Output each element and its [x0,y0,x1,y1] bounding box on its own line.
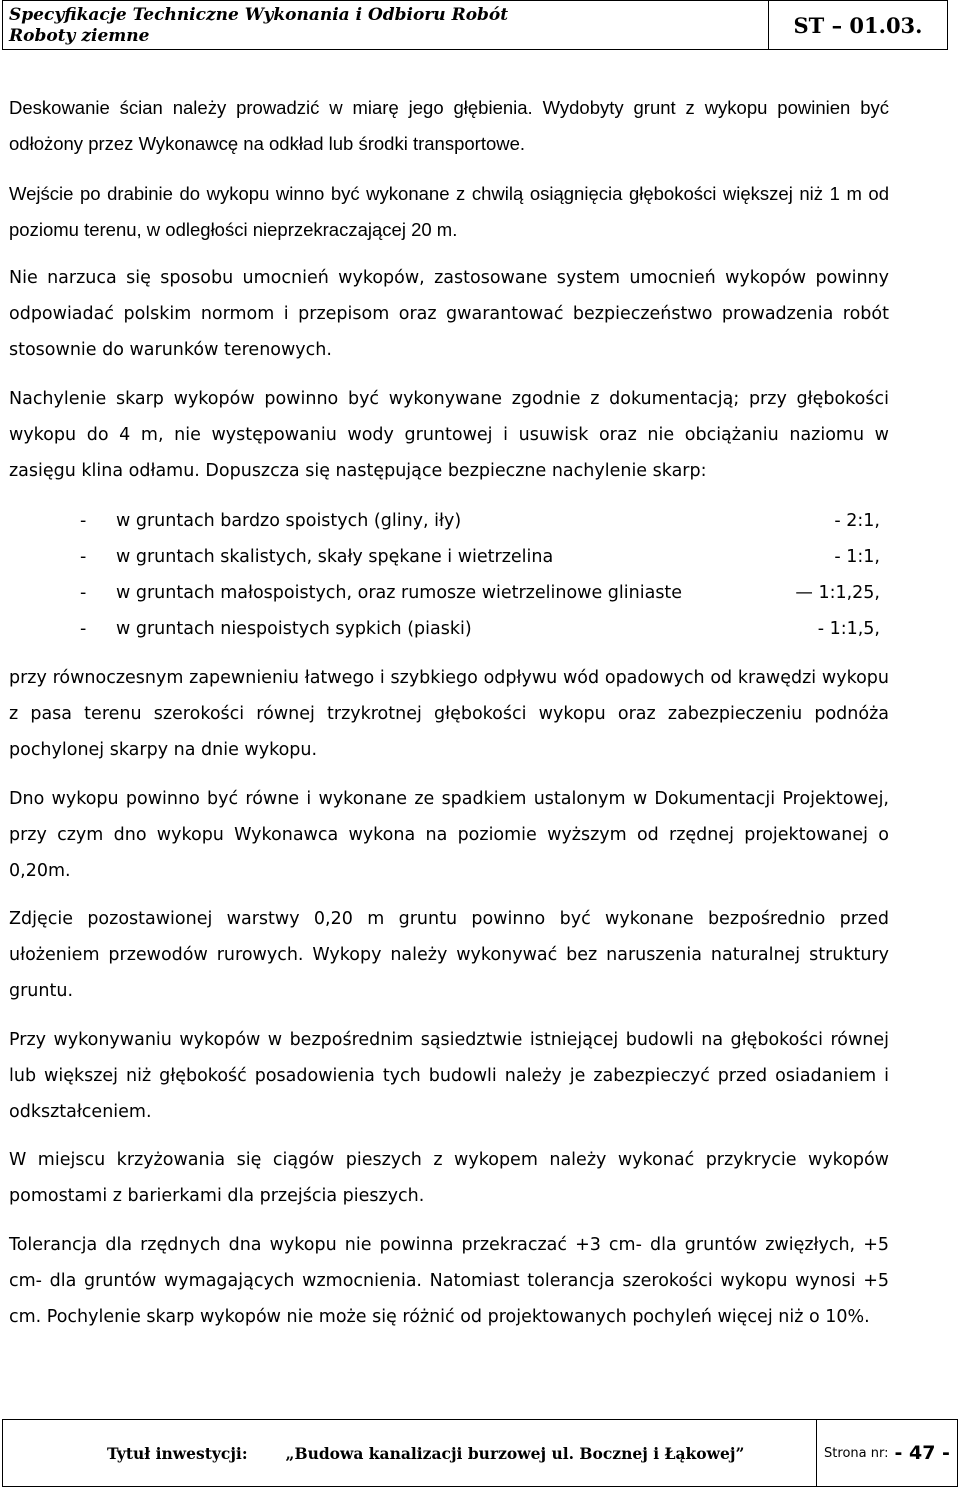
slope-ratio: — 1:1,25, [795,583,880,603]
footer-label: Tytuł inwestycji: [107,1443,248,1463]
list-item [80,539,880,575]
page-footer [2,1419,958,1487]
footer-investment [3,1420,817,1486]
paragraph-trench-bottom: Dno wykopu powinno być równe i wykonane ze spadkiem ustalonym w Dokumentacji Projektowej, przy czym dno wykopu Wykonawca wykona na poziomie wyższym od rzędnej projektowanej o 0,20m. [9,789,889,881]
slope-ratio: - 1:1, [834,547,880,567]
paragraph-slope-intro: Nachylenie skarp wykopów powinno być wykonywane zgodnie z dokumentacją; przy głębokości wykopu do 4 m, nie występowaniu wody gruntowej i usuwisk oraz nie obciążaniu naziomu w zasięgu klina odłamu. Dopuszcza się następujące bezpieczne nachylenie skarp: [9,389,889,481]
list-dash: - [80,511,87,531]
paragraph-drainage: przy równoczesnym zapewnieniu łatwego i szybkiego odpływu wód opadowych od krawędzi wykopu z pasa terenu szerokości równej trzykrotnej głębokości wykopu oraz zabezpieczeniu podnóża pochylonej skarpy na dnie wykopu. [9,668,889,760]
list-item [80,575,880,611]
header-title [3,1,769,49]
slope-ratio: - 1:1,5, [817,619,880,639]
paragraph-tolerances: Tolerancja dla rzędnych dna wykopu nie powinna przekraczać +3 cm- dla gruntów zwięzłych, +5 cm- dla gruntów wymagających wzmocnienia. Natomiast tolerancja szerokości wykopu wynosi +5 cm. Pochylenie skarp wykopów nie może się różnić od projektowanych pochyleń więcej niż o 10%. [9,1235,889,1327]
list-item [80,503,880,539]
list-item [80,611,880,647]
paragraph-ladder: Wejście po drabinie do wykopu winno być wykonane z chwilą osiągnięcia głębokości większej niż 1 m od poziomu terenu, w odległości nieprzekraczającej 20 m. [9,183,889,240]
paragraph-soil-layer: Zdjęcie pozostawionej warstwy 0,20 m gruntu powinno być wykonane bezpośrednio przed ułożeniem przewodów rurowych. Wykopy należy wykonywać bez naruszenia naturalnej struktury gruntu. [9,909,889,1001]
soil-type-label: w gruntach niespoistych sypkich (piaski) [116,619,472,639]
header-title-line1: Specyfikacje Techniczne Wykonania i Odbioru Robót [9,5,509,25]
page-number: - 47 - [894,1442,950,1464]
list-dash: - [80,619,87,639]
header-title-line2: Roboty ziemne [9,26,150,46]
soil-type-label: w gruntach skalistych, skały spękane i wietrzelina [116,547,554,567]
soil-type-label: w gruntach bardzo spoistych (gliny, iły) [116,511,462,531]
list-dash: - [80,547,87,567]
paragraph-formwork: Deskowanie ścian należy prowadzić w miarę jego głębienia. Wydobyty grunt z wykopu powinien być odłożony przez Wykonawcę na odkład lub środki transportowe. [9,97,889,154]
page-header [2,0,948,50]
list-dash: - [80,583,87,603]
paragraph-adjacent-buildings: Przy wykonywaniu wykopów w bezpośrednim sąsiedztwie istniejącej budowli na głębokości równej lub większej niż głębokość posadowienia tych budowli należy je zabezpieczyć przed osiadaniem i odkształceniem. [9,1030,889,1122]
footer-page [817,1442,957,1464]
soil-type-label: w gruntach małospoistych, oraz rumosze wietrzelinowe gliniaste [116,583,683,603]
paragraph-reinforcement: Nie narzuca się sposobu umocnień wykopów, zastosowane system umocnień wykopów powinny odpowiadać polskim normom i przepisom oraz gwarantować bezpieczeństwo prowadzenia robót stosownie do warunków terenowych. [9,268,889,360]
footer-project-name: „Budowa kanalizacji burzowej ul. Bocznej i Łąkowej” [285,1443,745,1463]
header-spec-code: ST – 01.03. [793,12,923,38]
paragraph-pedestrian-crossing: W miejscu krzyżowania się ciągów pieszych z wykopem należy wykonać przykrycie wykopów pomostami z barierkami dla przejścia pieszych. [9,1150,889,1206]
page-label: Strona nr: [824,1445,889,1461]
slope-ratio: - 2:1, [834,511,880,531]
